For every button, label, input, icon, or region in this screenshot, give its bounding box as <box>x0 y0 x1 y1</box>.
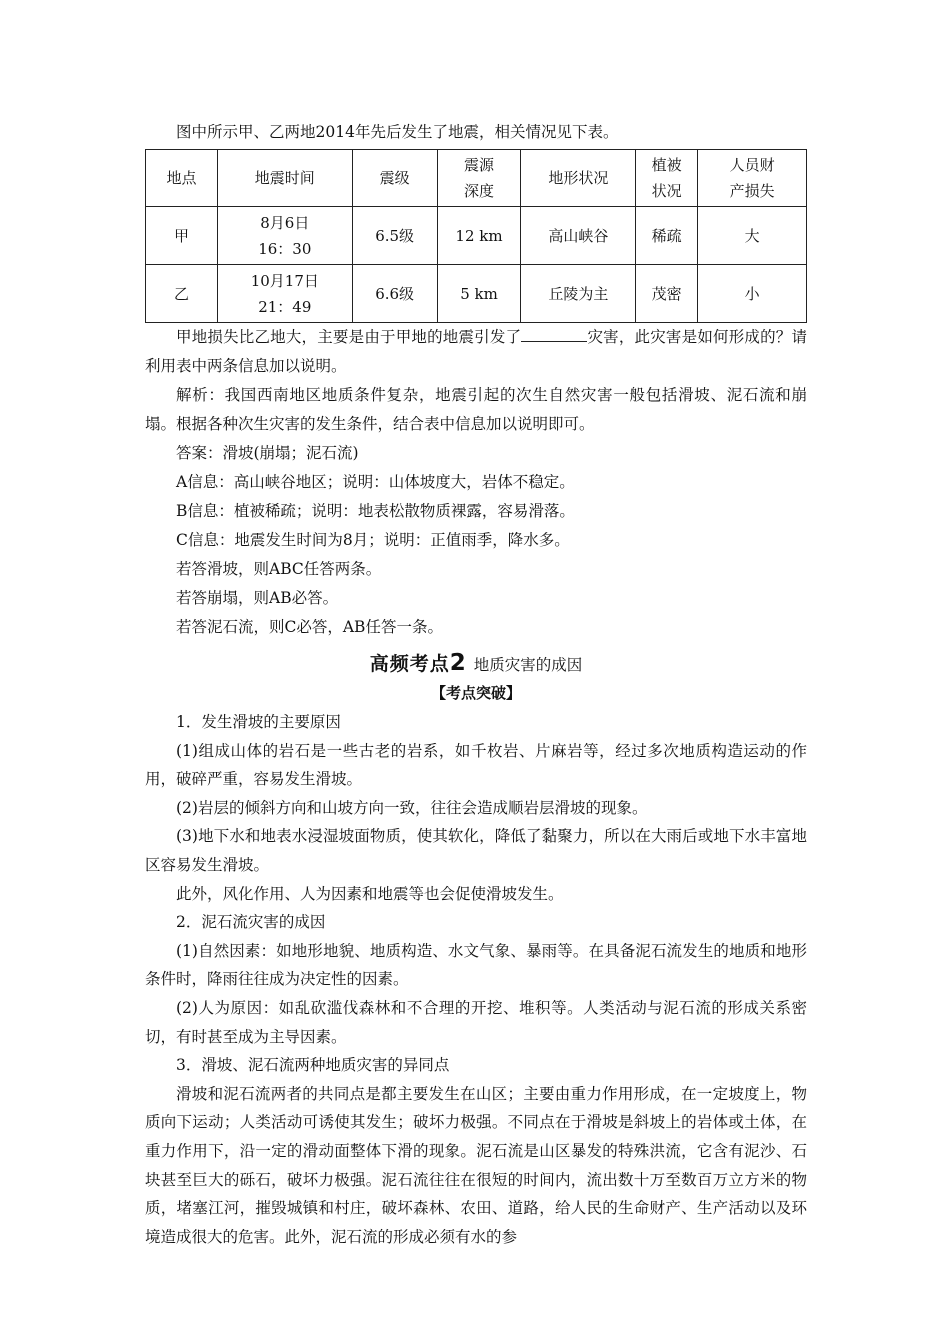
table-cell: 6.5级 <box>352 207 437 265</box>
body-paragraph: (2)岩层的倾斜方向和山坡方向一致，往往会造成顺岩层滑坡的现象。 <box>176 798 648 817</box>
table-header-cell: 地形状况 <box>521 150 636 207</box>
answer-line: 答案：滑坡(崩塌；泥石流) <box>176 444 359 462</box>
table-row <box>146 207 807 265</box>
table-cell: 12 km <box>437 207 521 265</box>
body-paragraph: (2)人为原因：如乱砍滥伐森林和不合理的开挖、堆积等。人类活动与泥石流的形成关系密切，有时甚至成为主导因素。 <box>145 998 807 1046</box>
body-paragraph: 滑坡和泥石流两者的共同点是都主要发生在山区；主要由重力作用形成，在一定坡度上，物质向下运动；人类活动可诱使其发生；破坏力极强。不同点在于滑坡是斜坡上的岩体或土体，在重力作用下，沿一定的滑动面整体下滑的现象。泥石流是山区暴发的特殊洪流，它含有泥沙、石块甚至巨大的砾石，破坏力极强。泥石流往往在很短的时间内，流出数十万至数百万立方米的物质，堵塞江河，摧毁城镇和村庄，破坏森林、农田、道路，给人民的生命财产、生产活动以及环境造成很大的危害。此外，泥石流的形成必须有水的参 <box>145 1084 807 1246</box>
document-page <box>145 118 807 1251</box>
table-header-row <box>146 150 807 207</box>
body-paragraph: 此外，风化作用、人为因素和地震等也会促使滑坡发生。 <box>176 884 564 903</box>
answer-blank <box>521 327 587 342</box>
answer-line: 若答崩塌，则AB必答。 <box>176 589 339 607</box>
table-header-cell: 人员财 产损失 <box>698 150 807 207</box>
earthquake-table <box>145 149 807 323</box>
subheading: 【考点突破】 <box>430 684 521 702</box>
table-cell: 稀疏 <box>636 207 698 265</box>
table-header-cell: 地震时间 <box>217 150 352 207</box>
table-row <box>146 265 807 323</box>
question-part1: 甲地损失比乙地大，主要是由于甲地的地震引发了 <box>176 328 522 346</box>
table-header-cell: 地点 <box>146 150 218 207</box>
table-cell: 茂密 <box>636 265 698 323</box>
section-heading <box>145 648 807 680</box>
table-cell: 乙 <box>146 265 218 323</box>
table-cell: 6.6级 <box>352 265 437 323</box>
table-cell: 大 <box>698 207 807 265</box>
table-cell: 8月6日 16：30 <box>217 207 352 265</box>
body-paragraph: 2．泥石流灾害的成因 <box>176 913 326 932</box>
table-cell: 丘陵为主 <box>521 265 636 323</box>
heading-number: 2 <box>449 650 466 676</box>
body-paragraph: 3．滑坡、泥石流两种地质灾害的异同点 <box>176 1056 450 1075</box>
intro-text: 图中所示甲、乙两地2014年先后发生了地震，相关情况见下表。 <box>176 123 619 141</box>
analysis-text: 解析：我国西南地区地质条件复杂，地震引起的次生自然灾害一般包括滑坡、泥石流和崩塌。根据各种次生灾害的发生条件，结合表中信息加以说明即可。 <box>145 386 807 433</box>
table-cell: 甲 <box>146 207 218 265</box>
table-header-cell: 震级 <box>352 150 437 207</box>
table-cell: 高山峡谷 <box>521 207 636 265</box>
table-cell: 10月17日 21：49 <box>217 265 352 323</box>
question-part2: 灾害，此灾害是如何形成的？请利用表中两条信息加以说明。 <box>145 328 807 375</box>
answer-line: 若答滑坡，则ABC任答两条。 <box>176 560 382 578</box>
body-paragraph: 1．发生滑坡的主要原因 <box>176 713 341 731</box>
answer-line: C信息：地震发生时间为8月；说明：正值雨季，降水多。 <box>176 531 570 549</box>
table-cell: 5 km <box>437 265 521 323</box>
table-cell: 小 <box>698 265 807 323</box>
answer-line: A信息：高山峡谷地区；说明：山体坡度大，岩体不稳定。 <box>176 473 575 491</box>
heading-subtitle: 地质灾害的成因 <box>473 656 583 674</box>
body-paragraph: (1)组成山体的岩石是一些古老的岩系，如千枚岩、片麻岩等，经过多次地质构造运动的作用，破碎严重，容易发生滑坡。 <box>145 741 807 789</box>
table-header-cell: 震源 深度 <box>437 150 521 207</box>
question-text <box>145 323 807 381</box>
body-paragraph: (3)地下水和地表水浸湿坡面物质，使其软化，降低了黏聚力，所以在大雨后或地下水丰富地区容易发生滑坡。 <box>145 827 807 874</box>
table-header-cell: 植被 状况 <box>636 150 698 207</box>
heading-title: 高频考点 <box>369 653 450 675</box>
answer-line: 若答泥石流，则C必答，AB任答一条。 <box>176 618 443 636</box>
answer-line: B信息：植被稀疏；说明：地表松散物质裸露，容易滑落。 <box>176 502 575 520</box>
body-paragraph: (1)自然因素：如地形地貌、地质构造、水文气象、暴雨等。在具备泥石流发生的地质和地形条件时，降雨往往成为决定性的因素。 <box>145 941 807 989</box>
